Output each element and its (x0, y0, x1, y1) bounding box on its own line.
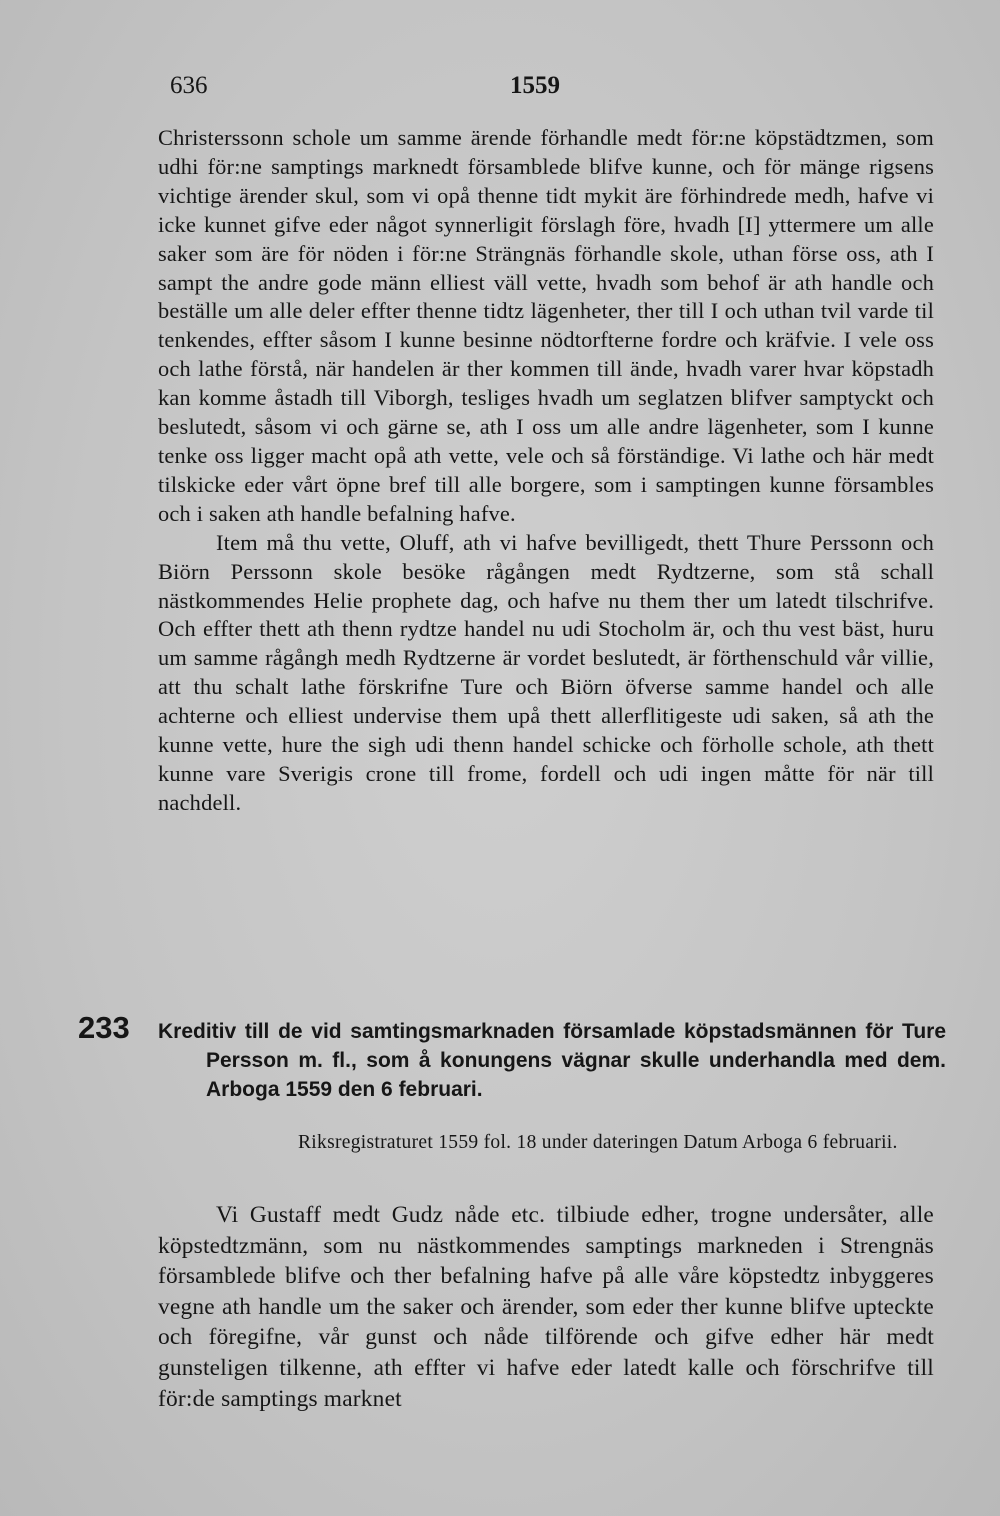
document-title (158, 1017, 946, 1104)
source-note: Riksregistraturet 1559 fol. 18 under dateringen Datum Arboga 6 februarii. (298, 1132, 898, 1153)
document-title-text: Kreditiv till de vid samtingsmarknaden församlade köpstadsmännen för Ture Persson m. fl., som å konungens vägnar skulle underhandla med dem. Arboga 1559 den 6 februari. (158, 1020, 946, 1101)
paragraph: Vi Gustaff medt Gudz nåde etc. tilbiude edher, trogne undersåter, alle köpstedtzmänn, som nu nästkommendes samptings markneden i Strengnäs församblede blifve och ther befalning hafve på alle våre köpstedtz inbyggeres vegne ath handle um the saker och ärender, som eder ther kunne blifve upteckte och föregifne, vår gunst och nåde tilförende och gifve edher här medt gunsteligen tilkenne, ath effter vi hafve eder latedt kalle och förschrifve till för:de samptings marknet (158, 1202, 934, 1412)
paragraph: Item må thu vette, Oluff, ath vi hafve bevilligedt, thett Thure Perssonn och Biörn Perssonn skole besöke rågången medt Rydtzerne, som stå schall nästkommendes Helie prophete dag, och hafve nu them ther um latedt tilschrifve. Och effter thett ath thenn rydtze handel nu udi Stocholm är, och thu vest bäst, huru um samme rågångh medh Rydtzerne är vordet beslutedt, är förthenschuld vår villie, att thu schalt lathe förskrifne Ture och Biörn öfverse samme handel och alle achterne och elliest undervise them upå thett allerflitigeste udi saken, så ath the kunne vette, hure the sigh udi thenn handel schicke och förholle schole, ath thett kunne vare Sverigis crone till frome, fordell och udi ingen måtte för när till nachdell. (158, 529, 934, 815)
paragraph: Christerssonn schole um samme ärende förhandle medt för:ne köpstädtzmen, som udhi för:ne samptings marknedt församblede blifve kunne, och för mänge rigsens vichtige ärender skul, som vi opå thenne tidt mykit äre förhindrede medh, hafve vi icke kunnet gifve eder något synnerligit förslagh före, hvadh [I] yttermere um alle saker som äre för nöden i för:ne Strängnäs förhandle skole, uthan förse oss, ath I sampt the andre gode männ elliest väll vette, hvadh som behof är ath handle och beställe um alle deler effter thenne tidtz lägenheter, ther till I och uthan tvil varde til tenkendes, effter såsom I kunne besinne nödtorfterne fordre och kräfvie. I vele oss och lathe förstå, när handelen är ther kommen till ände, hvadh varer hvar köpstadh kan komme åstadh till Viborgh, tesliges hvadh um seglatzen blifver samptyckt och beslutedt, såsom vi och gärne se, ath I oss um alle andre lägenheter, som I kunne tenke oss ligger macht opå ath vette, vele och så förständige. Vi lathe och här medt tilskicke eder vårt öpne bref till alle borgere, som i samptingen kunne försambles och i saken ath handle befalning hafve. (158, 125, 934, 526)
document-number: 233 (78, 1010, 130, 1045)
document-body (158, 1200, 934, 1414)
continuation-text (158, 124, 934, 818)
page-number: 636 (170, 72, 208, 99)
page-header (0, 72, 1000, 112)
running-head-year: 1559 (510, 72, 560, 99)
